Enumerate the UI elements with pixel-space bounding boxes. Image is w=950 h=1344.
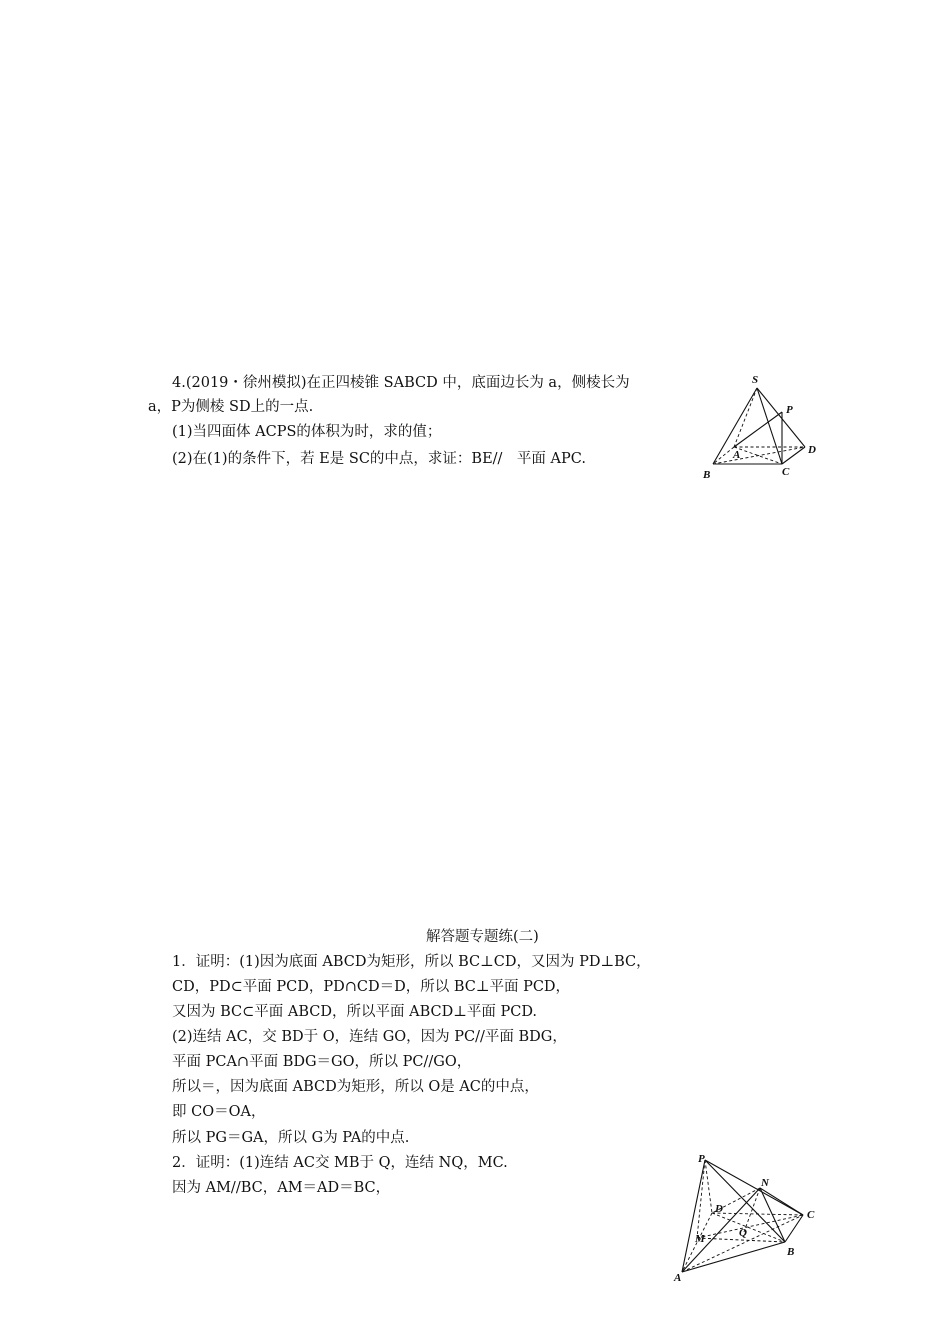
problem4-line1: 4.(2019・徐州模拟)在正四棱锥 SABCD 中，底面边长为 a，侧棱长为 [172, 375, 630, 391]
edge-PD [705, 1160, 712, 1213]
edge-SD [757, 388, 805, 447]
answer-line: 即 CO＝OA， [172, 1104, 266, 1120]
answer-line: 平面 PCA∩平面 BDG＝GO，所以 PC//GO， [172, 1054, 472, 1070]
edge-MC [697, 1215, 803, 1238]
edge-SC [757, 388, 782, 464]
answer-line: 1．证明：(1)因为底面 ABCD为矩形，所以 BC⊥CD，又因为 PD⊥BC， [172, 954, 651, 970]
label-S: S [752, 374, 759, 386]
label-P: P [786, 404, 793, 416]
label-B: B [787, 1246, 795, 1258]
answer-line: 所以＝，因为底面 ABCD为矩形，所以 O是 AC的中点， [172, 1079, 539, 1095]
answer-line: 因为 AM//BC，AM＝AD＝BC， [172, 1180, 391, 1196]
label-B: B [703, 469, 711, 481]
problem4-line4: (2)在(1)的条件下，若 E是 SC的中点，求证：BE// 平面 APC. [172, 451, 586, 467]
solid-figure [668, 1148, 828, 1284]
label-C: C [782, 466, 790, 478]
edge-AB [682, 1242, 785, 1272]
edge-CD [782, 447, 805, 464]
label-A: A [674, 1272, 682, 1284]
edge-NA [682, 1188, 760, 1272]
label-Q: Q [739, 1227, 747, 1239]
label-D: D [715, 1203, 723, 1215]
answer-line: (2)连结 AC，交 BD于 O，连结 GO，因为 PC//平面 BDG， [172, 1029, 567, 1045]
edge-PM [697, 1160, 705, 1238]
problem4-line2: a，P为侧棱 SD上的一点. [148, 399, 314, 415]
edge-NQ [744, 1188, 760, 1232]
edge-BD [713, 447, 805, 464]
label-D: D [808, 444, 816, 456]
answer-line: 又因为 BC⊂平面 ABCD，所以平面 ABCD⊥平面 PCD. [172, 1004, 538, 1020]
label-C: C [807, 1209, 815, 1221]
answers-title: 解答题专题练(二) [426, 929, 539, 945]
answer-line: CD，PD⊂平面 PCD，PD∩CD＝D，所以 BC⊥平面 PCD， [172, 979, 571, 995]
edge-PA [682, 1160, 705, 1272]
pyramid-figure [698, 372, 828, 484]
label-P: P [698, 1153, 705, 1165]
answer-line: 2．证明：(1)连结 AC交 MB于 Q，连结 NQ，MC. [172, 1155, 508, 1171]
label-M: M [695, 1233, 705, 1245]
answer-line: 所以 PG＝GA，所以 G为 PA的中点. [172, 1130, 410, 1146]
label-A: A [733, 449, 741, 461]
problem4-line3: (1)当四面体 ACPS的体积为时，求的值； [172, 424, 442, 440]
edge-AB [713, 447, 734, 464]
label-N: N [761, 1177, 769, 1189]
